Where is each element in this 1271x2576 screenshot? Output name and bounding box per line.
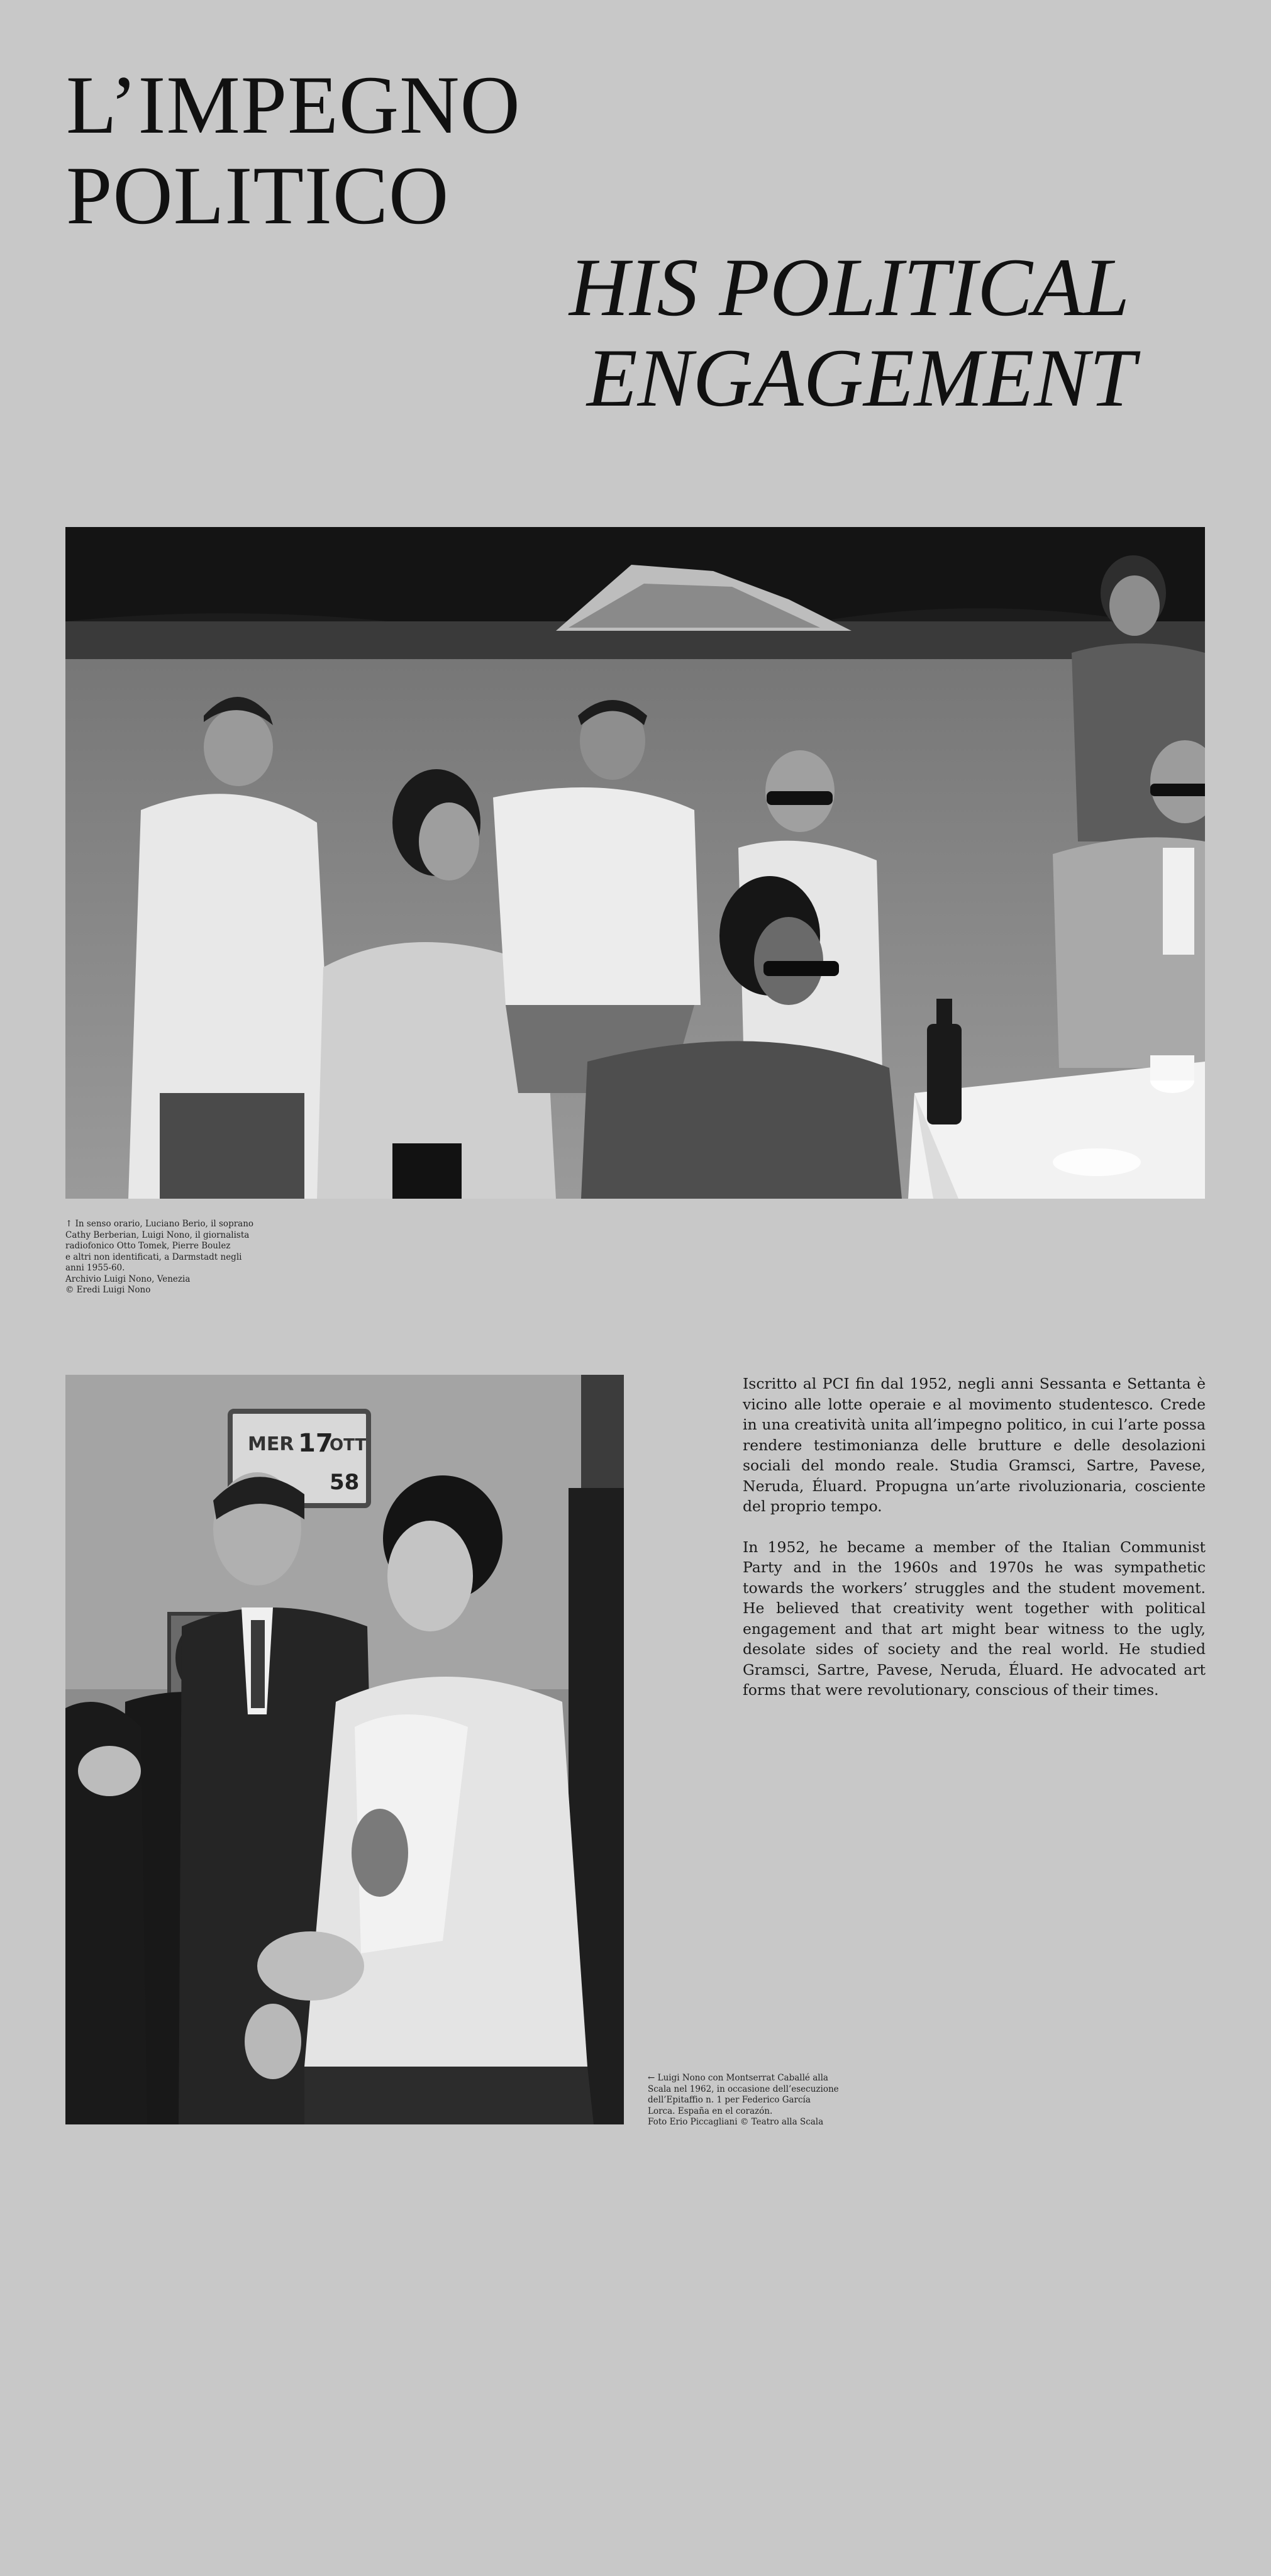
photo-nono-caballe [65,1375,624,2124]
photo-darmstadt-group [65,527,1205,1199]
title-italian-line2: POLITICO [66,149,450,242]
caption-line: Foto Erio Piccagliani © Teatro alla Scala [648,2117,824,2127]
caption-line: ← Luigi Nono con Montserrat Caballé alla [648,2073,828,2083]
photo-darmstadt-caption [65,1219,254,1296]
calendar-date-text: 17 [298,1429,333,1458]
body-paragraph-italian: Iscritto al PCI fin dal 1952, negli anni Sessanta e Settanta è vicino alle lotte operaie e al movimento studentesco. Crede in una creatività unita all’impegno politico, in cui l’arte possa rendere testimonianza delle brutture e delle desolazioni sociali del mondo reale. Studia Gramsci, Sartre, Pavese, Neruda, Éluard. Propugna un’arte rivoluzionaria, cosciente del proprio tempo. [743,1375,1206,1515]
title-english-line1: HIS POLITICAL [569,241,1130,333]
caption-line: radiofonico Otto Tomek, Pierre Boulez [65,1241,231,1251]
title-english [569,242,1261,423]
calendar-year-text: 58 [330,1470,360,1495]
body-paragraph-english: In 1952, he became a member of the Italian Communist Party and in the 1960s and 1970s he was sympathetic towards the workers’ struggles and the student movement. He believed that creativity went together with political engagement and that art might bear witness to the ugly, desolate sides of society and the real world. He studied Gramsci, Sartre, Pavese, Neruda, Éluard. He advocated art forms that were revolutionary, conscious of their times. [743,1538,1206,1699]
body-text [743,1374,1206,1721]
caption-line: dell’Epitaffio n. 1 per Federico García [648,2095,811,2105]
caption-line: Archivio Luigi Nono, Venezia [65,1274,191,1284]
photo-nono-caballe-caption [648,2073,849,2128]
caption-line: ↑ In senso orario, Luciano Berio, il soprano [65,1219,254,1229]
calendar-day-text: MER [248,1433,294,1455]
caption-line: © Eredi Luigi Nono [65,1285,151,1295]
title-italian [66,60,632,241]
title-english-line2: ENGAGEMENT [587,331,1136,424]
caption-line: Lorca. España en el corazón. [648,2106,773,2116]
title-italian-line1: L’IMPEGNO [66,58,521,151]
caption-line: anni 1955-60. [65,1263,125,1273]
calendar-month-text: OTT [330,1436,367,1455]
caption-line: Scala nel 1962, in occasione dell’esecuzione [648,2084,839,2094]
caption-line: Cathy Berberian, Luigi Nono, il giornalista [65,1230,250,1240]
caption-line: e altri non identificati, a Darmstadt negli [65,1252,242,1262]
